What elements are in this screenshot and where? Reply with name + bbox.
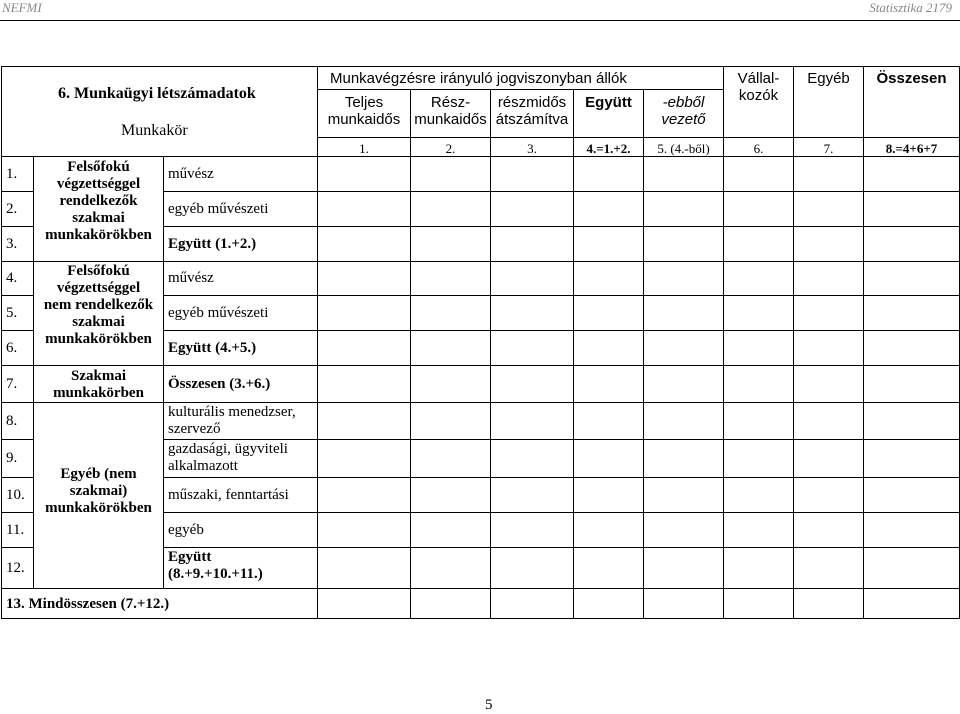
group-label-2: Felsőfokú végzettséggel nem rendelkezők szakmai munkakörökben xyxy=(43,263,154,347)
row-label: műszaki, fenntartási xyxy=(168,487,289,503)
header-left: NEFMI xyxy=(2,0,42,15)
munkakor-label: Munkakör xyxy=(121,122,188,139)
col-number: 4.=1.+2. xyxy=(586,141,631,156)
row-number: 3. xyxy=(6,236,18,252)
row-number: 8. xyxy=(6,413,18,429)
row-label: Együtt (1.+2.) xyxy=(168,236,257,252)
col-number: 8.=4+6+7 xyxy=(885,141,938,156)
row-label: Összesen (3.+6.) xyxy=(168,376,271,392)
group-label-4: Egyéb (nem szakmai) munkakörökben xyxy=(45,466,152,516)
col-number: 7. xyxy=(823,141,834,156)
row-number: 2. xyxy=(6,201,18,217)
row-label: egyéb xyxy=(168,522,204,538)
row-number: 4. xyxy=(6,270,18,286)
table-title: 6. Munkaügyi létszámadatok xyxy=(58,85,256,102)
col-number: 5. (4.-ből) xyxy=(657,141,710,156)
col-header-resz: Rész- munkaidős xyxy=(414,94,487,128)
row-number: 1. xyxy=(6,166,18,182)
col-header-egyutt: Együtt xyxy=(585,94,632,111)
row-label: Együtt (4.+5.) xyxy=(168,340,257,356)
header-right: Statisztika 2179 xyxy=(869,0,952,15)
row-number: 10. xyxy=(6,487,25,503)
col-header-reszmidos: részmidős átszámítva xyxy=(495,94,569,128)
group-header: Munkavégzésre irányuló jogviszonyban állók xyxy=(330,70,627,87)
col-header-osszesen: Összesen xyxy=(876,70,947,87)
col-header-egyeb: Egyéb xyxy=(807,70,850,87)
row-label-total: 13. Mindösszesen (7.+12.) xyxy=(6,596,170,612)
row-label: művész xyxy=(168,166,214,182)
row-number: 9. xyxy=(6,450,18,466)
row-label: gazdasági, ügyviteli alkalmazott xyxy=(168,441,288,474)
col-number: 3. xyxy=(527,141,537,156)
group-label-1: Felsőfokú végzettséggel rendelkezők szakmai munkakörökben xyxy=(45,159,152,243)
row-number: 6. xyxy=(6,340,18,356)
col-number: 1. xyxy=(359,141,369,156)
row-label: művész xyxy=(168,270,214,286)
row-label: kulturális menedzser, szervező xyxy=(168,404,296,437)
row-number: 5. xyxy=(6,305,18,321)
col-header-ebbol: -ebből vezető xyxy=(661,94,706,128)
row-label: egyéb művészeti xyxy=(168,305,269,321)
col-header-teljes: Teljes munkaidős xyxy=(327,94,401,128)
row-number: 11. xyxy=(6,522,25,538)
row-number: 12. xyxy=(6,560,25,576)
row-label: Együtt (8.+9.+10.+11.) xyxy=(168,549,263,582)
row-number: 7. xyxy=(6,376,18,392)
col-number: 6. xyxy=(753,141,764,156)
group-label-3: Szakmai munkakörben xyxy=(53,368,144,401)
col-header-vallalkozok: Vállal- kozók xyxy=(737,70,780,104)
page-number: 5 xyxy=(485,697,493,713)
col-number: 2. xyxy=(445,141,456,156)
row-label: egyéb művészeti xyxy=(168,201,269,217)
